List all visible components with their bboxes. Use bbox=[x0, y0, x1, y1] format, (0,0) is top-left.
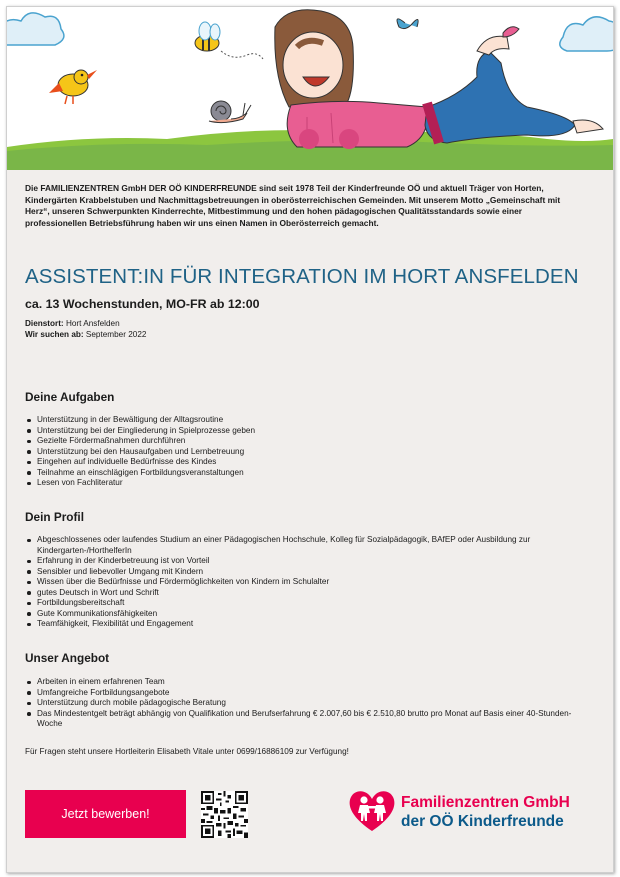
list-item: Wissen über die Bedürfnisse und Fördermöglichkeiten von Kindern im Schulalter bbox=[37, 577, 585, 588]
list-item: Teilnahme an einschlägigen Fortbildungsveranstaltungen bbox=[37, 468, 255, 479]
tasks-section bbox=[25, 390, 255, 489]
work-location-value: Hort Ansfelden bbox=[65, 319, 120, 329]
list-item: Unterstützung bei den Hausaufgaben und Lernbetreuung bbox=[37, 447, 255, 458]
list-item: Gute Kommunikationsfähigkeiten bbox=[37, 609, 585, 620]
offer-list bbox=[25, 677, 585, 730]
list-item: Das Mindestentgelt beträgt abhängig von Qualifikation und Berufserfahrung € 2.007,60 bis € 2.510,80 brutto pro Monat auf Basis einer 40-Stunden-Woche bbox=[37, 709, 585, 730]
snail-icon bbox=[209, 101, 251, 123]
list-item: Umfangreiche Fortbildungsangebote bbox=[37, 688, 585, 699]
work-location bbox=[25, 319, 585, 330]
offer-heading: Unser Angebot bbox=[25, 651, 110, 665]
girl-illustration bbox=[275, 10, 603, 149]
job-title: ASSISTENT:IN FÜR INTEGRATION IM HORT ANSFELDEN bbox=[25, 265, 579, 289]
bee-icon bbox=[195, 22, 263, 59]
profile-heading: Dein Profil bbox=[25, 510, 84, 524]
contact-text: Für Fragen steht unsere Hortleiterin Elisabeth Vitale unter 0699/16886109 zur Verfügung! bbox=[25, 747, 349, 756]
cloud-icon bbox=[560, 17, 613, 51]
job-posting-page bbox=[6, 6, 614, 873]
logo-text-line2: der OÖ Kinderfreunde bbox=[401, 813, 564, 830]
main-content bbox=[25, 183, 585, 756]
tasks-heading: Deine Aufgaben bbox=[25, 390, 115, 404]
list-item: Arbeiten in einem erfahrenen Team bbox=[37, 677, 585, 688]
offer-section bbox=[25, 651, 585, 730]
apply-button[interactable]: Jetzt bewerben! bbox=[25, 790, 186, 838]
profile-section bbox=[25, 510, 585, 630]
start-date-label: Wir suchen ab: bbox=[25, 329, 84, 339]
heart-children-icon bbox=[345, 783, 399, 837]
start-date bbox=[25, 330, 585, 341]
qr-code[interactable] bbox=[201, 791, 248, 838]
header-illustration bbox=[7, 7, 613, 170]
list-item: Eingehen auf individuelle Bedürfnisse des Kindes bbox=[37, 457, 255, 468]
list-item: Unterstützung bei der Eingliederung in Spielprozesse geben bbox=[37, 425, 256, 435]
list-item: Abgeschlossenes oder laufendes Studium an einer Pädagogischen Hochschule, Kolleg für Sozialpädagogik, BAfEP oder Ausbildung zur Kindergarten-/HorthelferIn bbox=[37, 535, 585, 556]
list-item: Unterstützung durch mobile pädagogische Beratung bbox=[37, 698, 585, 709]
company-logo bbox=[345, 783, 595, 837]
work-location-label: Dienstort: bbox=[25, 319, 64, 329]
list-item: Sensibler und liebevoller Umgang mit Kindern bbox=[37, 567, 585, 578]
list-item: Lesen von Fachliteratur bbox=[37, 478, 255, 489]
job-hours: ca. 13 Wochenstunden, MO-FR ab 12:00 bbox=[25, 297, 260, 312]
tasks-list bbox=[25, 415, 255, 489]
list-item: Unterstützung in der Bewältigung der Alltagsroutine bbox=[37, 415, 255, 426]
cloud-icon bbox=[7, 13, 64, 45]
job-meta bbox=[25, 319, 585, 340]
profile-list bbox=[25, 535, 585, 630]
butterfly-icon bbox=[397, 19, 418, 29]
list-item: Fortbildungsbereitschaft bbox=[37, 598, 585, 609]
bird-icon bbox=[49, 70, 97, 104]
list-item: Teamfähigkeit, Flexibilität und Engagement bbox=[37, 619, 585, 630]
list-item: Gezielte Fördermaßnahmen durchführen bbox=[37, 436, 255, 447]
list-item: gutes Deutsch in Wort und Schrift bbox=[37, 588, 585, 599]
list-item: Erfahrung in der Kinderbetreuung ist von Vorteil bbox=[37, 556, 585, 567]
logo-text-line1: Familienzentren GmbH bbox=[401, 794, 570, 811]
start-date-value: September 2022 bbox=[85, 329, 147, 339]
intro-text: Die FAMILIENZENTREN GmbH DER OÖ KINDERFREUNDE sind seit 1978 Teil der Kinderfreunde OÖ und aktuell Träger von Horten, Kindergärten Krabbelstuben und Nachmittagsbetreuungen in oberösterreichischen Gemeinden. Mit unserem Motto „Gemeinschaft mit Herz“, unseren Schwerpunkten Kinderrechte, Mitbestimmung und den hohen pädagogischen Qualitätsstandards sowie einer professionellen Betriebsführung haben wir uns einen Namen in Oberösterreich gemacht. bbox=[25, 183, 561, 228]
